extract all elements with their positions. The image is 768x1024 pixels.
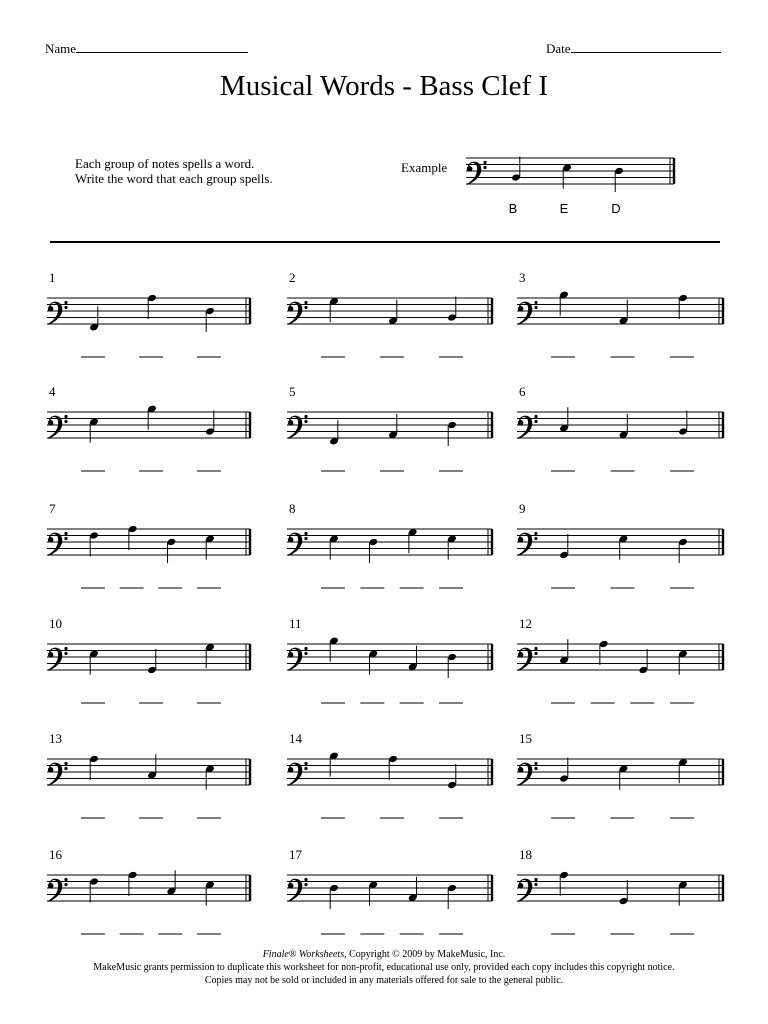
note xyxy=(329,420,339,445)
note xyxy=(559,871,569,896)
footer-copyright: , Copyright © 2009 by MakeMusic, Inc. xyxy=(344,949,506,960)
staff xyxy=(517,291,723,325)
exercise-number: 12 xyxy=(519,616,532,631)
note xyxy=(447,421,457,446)
footer-product: Finale® Worksheets xyxy=(262,949,345,960)
example-staff xyxy=(466,157,674,193)
staff xyxy=(47,870,250,906)
note xyxy=(205,411,215,436)
exercise-1 xyxy=(47,270,250,357)
staff xyxy=(517,871,723,906)
note xyxy=(89,650,99,675)
staff xyxy=(287,297,492,326)
exercise-7 xyxy=(47,501,250,588)
footer-line-3: Copies may not be sold or included in any materials offered for sale to the general public. xyxy=(204,975,564,986)
note xyxy=(559,407,569,432)
note xyxy=(329,884,339,909)
instruction-line-1: Each group of notes spells a word. xyxy=(75,156,255,171)
note xyxy=(511,157,521,182)
note xyxy=(89,531,99,556)
exercise-16 xyxy=(47,847,250,934)
exercise-13 xyxy=(47,731,250,818)
exercise-17 xyxy=(287,847,492,934)
exercise-number: 6 xyxy=(519,384,526,399)
exercise-number: 16 xyxy=(49,847,62,862)
note xyxy=(388,414,398,439)
exercise-4 xyxy=(47,384,250,471)
note xyxy=(678,650,688,675)
note xyxy=(447,653,457,678)
staff xyxy=(287,528,492,563)
exercise-number: 8 xyxy=(289,501,296,516)
note xyxy=(614,167,624,192)
exercise-3 xyxy=(517,270,723,357)
staff xyxy=(517,407,723,439)
note xyxy=(388,300,398,325)
exercise-number: 13 xyxy=(49,731,62,746)
exercise-number: 18 xyxy=(519,847,532,862)
note xyxy=(89,755,99,780)
note xyxy=(678,538,688,563)
note xyxy=(368,650,378,675)
exercise-number: 3 xyxy=(519,270,526,285)
exercise-number: 5 xyxy=(289,384,296,399)
note xyxy=(619,300,629,325)
note xyxy=(128,525,138,550)
staff xyxy=(47,643,250,675)
exercise-number: 11 xyxy=(289,616,302,631)
note xyxy=(447,884,457,909)
note xyxy=(678,881,688,906)
exercise-15 xyxy=(517,731,723,818)
note xyxy=(559,291,569,316)
note xyxy=(205,643,215,668)
note xyxy=(619,880,629,905)
note xyxy=(368,538,378,563)
example-label: Example xyxy=(401,160,448,175)
exercise-number: 7 xyxy=(49,501,56,516)
note xyxy=(89,877,99,902)
note xyxy=(678,294,688,319)
exercise-2 xyxy=(287,270,492,357)
staff xyxy=(47,525,250,563)
note xyxy=(638,649,648,674)
staff xyxy=(287,637,492,678)
exercise-9 xyxy=(517,501,723,588)
staff xyxy=(517,758,723,790)
footer-line-1 xyxy=(0,948,768,961)
example-letter: E xyxy=(559,201,569,216)
note xyxy=(147,405,157,430)
name-label: Name xyxy=(45,41,77,56)
exercise-number: 17 xyxy=(289,847,302,862)
exercise-14 xyxy=(287,731,492,818)
exercise-number: 15 xyxy=(519,731,532,746)
note xyxy=(678,411,688,436)
note xyxy=(128,871,138,896)
example-letter: D xyxy=(611,201,621,216)
exercise-6 xyxy=(517,384,723,471)
note xyxy=(166,538,176,563)
staff xyxy=(47,754,250,790)
note xyxy=(408,528,418,553)
staff xyxy=(517,639,723,675)
exercise-8 xyxy=(287,501,492,588)
note xyxy=(447,535,457,560)
note xyxy=(562,164,572,189)
exercise-12 xyxy=(517,616,723,703)
note xyxy=(147,754,157,779)
example-letter: B xyxy=(508,201,518,216)
note xyxy=(147,294,157,319)
note xyxy=(147,649,157,674)
note xyxy=(408,646,418,671)
footer-line-2: MakeMusic grants permission to duplicate this worksheet for non-profit, educational use only, provided each copy includes this copyright notice. xyxy=(93,962,675,973)
exercise-number: 2 xyxy=(289,270,296,285)
note xyxy=(368,881,378,906)
exercise-number: 14 xyxy=(289,731,302,746)
note xyxy=(619,414,629,439)
note xyxy=(329,637,339,662)
staff xyxy=(287,752,492,790)
staff xyxy=(287,412,492,446)
note xyxy=(205,881,215,906)
note xyxy=(678,758,688,783)
note xyxy=(388,755,398,780)
exercise-10 xyxy=(47,616,250,703)
staff xyxy=(47,294,250,332)
note xyxy=(166,870,176,895)
date-label: Date xyxy=(546,41,571,56)
note xyxy=(205,535,215,560)
exercise-11 xyxy=(287,616,492,703)
note xyxy=(329,752,339,777)
exercise-18 xyxy=(517,847,723,934)
staff xyxy=(47,405,250,443)
note xyxy=(559,758,569,783)
staff xyxy=(287,875,492,909)
instruction-line-2: Write the word that each group spells. xyxy=(75,171,273,186)
page-title: Musical Words - Bass Clef I xyxy=(219,70,549,102)
note xyxy=(447,297,457,322)
note xyxy=(329,297,339,322)
note xyxy=(447,764,457,789)
note xyxy=(559,534,569,559)
note xyxy=(619,535,629,560)
exercise-number: 1 xyxy=(49,270,56,285)
note xyxy=(559,639,569,664)
exercise-5 xyxy=(287,384,492,471)
note xyxy=(408,877,418,902)
exercise-number: 10 xyxy=(49,616,62,631)
note xyxy=(329,535,339,560)
exercise-number: 4 xyxy=(49,384,56,399)
note xyxy=(205,765,215,790)
staff xyxy=(517,529,723,563)
note xyxy=(89,306,99,331)
note xyxy=(599,640,609,665)
exercise-number: 9 xyxy=(519,501,526,516)
note xyxy=(619,765,629,790)
note xyxy=(205,307,215,332)
copyright-footer xyxy=(0,948,768,987)
note xyxy=(89,418,99,443)
